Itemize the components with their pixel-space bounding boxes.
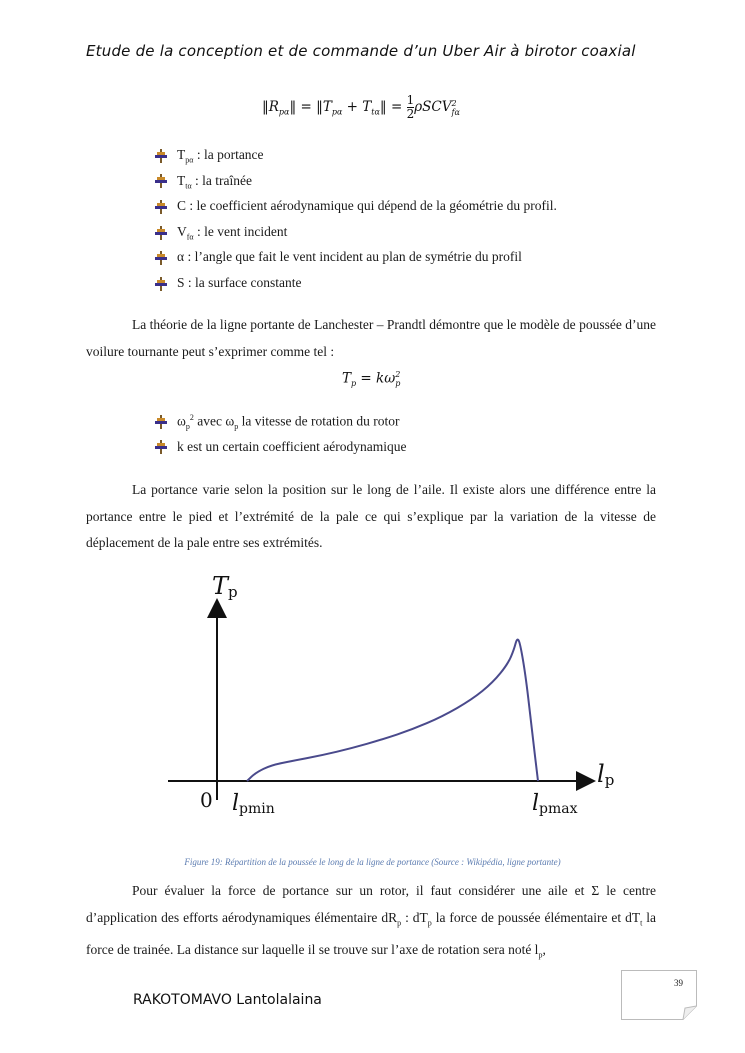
eq1-lhs-sub: pα — [278, 107, 290, 117]
thrust-variables-list — [155, 409, 407, 460]
symbol-sub: tα — [185, 181, 192, 191]
eq1-rhs: ρSCV — [414, 99, 452, 115]
thrust-distribution-chart — [0, 560, 745, 850]
bullet-arrow-icon — [155, 415, 167, 429]
x-axis-label: lp — [597, 760, 615, 789]
definition: : le coefficient aérodynamique qui dépend de la géométrie du profil. — [186, 198, 557, 214]
bullet-arrow-icon — [155, 226, 167, 240]
eq2-sub: p — [395, 379, 401, 388]
bullet-arrow-icon — [155, 440, 167, 454]
list-item — [155, 435, 407, 461]
eq2-scripts — [395, 370, 400, 388]
thrust-curve — [247, 640, 538, 781]
tick-label-lpmin: lpmin — [232, 791, 275, 817]
eq1-frac-den: 2 — [406, 107, 415, 121]
eq1-mid-sub2: tα — [371, 107, 380, 117]
paragraph-lift-force: Pour évaluer la force de portance sur un rotor, il faut considérer une aile et Σ le centre d’application des efforts aérodynamiques élémentaire $dR_p$ : $dT_p$ la force de poussée élémentaire et $dT_t$ la force de trainée. La distance sur laquelle il se trouve sur l’axe de rotation sera noté $l_p$, — [86, 883, 657, 960]
list-item — [155, 220, 557, 246]
text-a: ω — [177, 413, 186, 429]
symbol: C — [177, 198, 187, 214]
definition: : le vent incident — [193, 223, 288, 239]
eq1-rhs-sub: fα — [451, 107, 460, 117]
variable-definitions-list — [155, 143, 557, 297]
list-item — [155, 194, 557, 220]
symbol: T — [177, 172, 186, 188]
equation-thrust — [342, 370, 400, 388]
page-number: 39 — [674, 978, 683, 988]
figure-caption: Figure 19: Répartition de la poussée le long de la ligne de portance (Source : Wikipédia, ligne portante) — [184, 857, 561, 867]
origin-label: 0 — [200, 788, 213, 812]
sub-a: p — [185, 421, 190, 431]
definition: : la portance — [193, 146, 264, 162]
symbol: T — [177, 146, 186, 162]
definition: : l’angle que fait le vent incident au plan de symétrie du profil — [184, 249, 522, 265]
sub-b: p — [234, 421, 239, 431]
page-number-box — [621, 970, 697, 1020]
bullet-arrow-icon — [155, 277, 167, 291]
list-item — [155, 169, 557, 195]
running-header: Etude de la conception et de commande d’un Uber Air à birotor coaxial — [86, 42, 636, 60]
bullet-arrow-icon — [155, 174, 167, 188]
eq1-plus: + T — [342, 99, 372, 115]
eq2-lhs-sub: p — [351, 379, 357, 389]
paragraph-lanchester: La théorie de la ligne portante de Lanchester – Prandtl démontre que le modèle de poussée d’une voilure tournante peut s’exprimer comme tel : — [86, 317, 656, 359]
paragraph-lift-variation: La portance varie selon la position sur le long de l’aile. Il existe alors une différence entre la portance entre le pied et l’extrémité de la pale ce qui s’explique par la variation de la vitesse de déplacement de la pale entre ses extrémités. — [86, 482, 656, 550]
sup-a: 2 — [189, 412, 194, 422]
eq1-mid-sub1: pα — [331, 107, 343, 117]
list-item — [155, 245, 557, 271]
eq1-eq2: ‖ = — [379, 99, 407, 115]
symbol: V — [177, 223, 187, 239]
bullet-arrow-icon — [155, 149, 167, 163]
eq1-lhs: ‖R — [262, 99, 279, 115]
equation-force-norm — [262, 94, 460, 121]
list-item — [155, 271, 557, 297]
symbol-sub: fα — [186, 232, 194, 242]
eq1-mid: ‖ = ‖T — [289, 99, 332, 115]
list-item — [155, 143, 557, 169]
bullet-arrow-icon — [155, 200, 167, 214]
bullet-arrow-icon — [155, 251, 167, 265]
text-a: k est un certain coefficient aérodynamique — [177, 439, 407, 455]
eq1-rhs-sup: 2 — [451, 98, 457, 108]
text-c: la vitesse de rotation du rotor — [238, 413, 400, 429]
eq2-lhs: T — [342, 370, 352, 387]
definition: : la surface constante — [184, 274, 302, 290]
y-axis-label: Tp — [212, 572, 238, 601]
symbol: S — [177, 274, 185, 290]
definition: : la traînée — [191, 172, 253, 188]
tick-label-lpmax: lpmax — [532, 791, 578, 817]
footer-author: RAKOTOMAVO Lantolalaina — [133, 992, 322, 1008]
eq2-sup: 2 — [395, 370, 401, 379]
eq1-frac-num: 1 — [406, 93, 415, 107]
eq2-eq: = kω — [356, 370, 396, 387]
list-item — [155, 409, 407, 435]
eq1-rhs-scripts — [451, 99, 459, 117]
symbol: α — [177, 249, 185, 265]
text-b: avec ω — [193, 413, 235, 429]
symbol-sub: pα — [185, 155, 194, 165]
